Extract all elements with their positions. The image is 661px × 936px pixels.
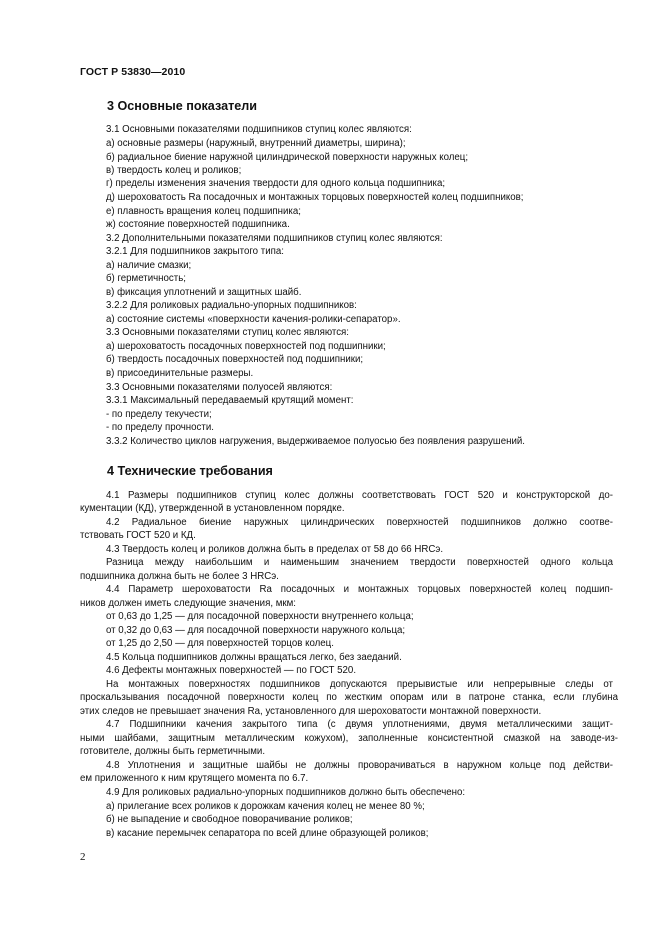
s3-line: а) состояние системы «поверхности качения-ролики-сепаратор». — [106, 314, 401, 325]
s4-line: а) прилегание всех роликов к дорожкам качения колец не менее 80 %; — [106, 801, 425, 812]
standard-id-header: ГОСТ Р 53830—2010 — [80, 66, 186, 78]
s4-line: от 1,25 до 2,50 — для поверхностей торцов колец. — [106, 638, 334, 649]
s3-line: б) герметичность; — [106, 273, 186, 284]
page-number: 2 — [80, 851, 86, 863]
s3-line: 3.3.2 Количество циклов нагружения, выдерживаемое полуосью без появления разрушений. — [106, 436, 525, 447]
s3-line: - по пределу прочности. — [106, 422, 214, 433]
s3-line: 3.3 Основными показателями ступиц колес являются: — [106, 327, 349, 338]
s3-line: 3.2.1 Для подшипников закрытого типа: — [106, 246, 284, 257]
section-3-title: 3 Основные показатели — [107, 99, 257, 113]
s4-line: ем приложенного к ним крутящего момента по 6.7. — [80, 773, 309, 784]
s3-line: 3.3 Основными показателями полуосей являются: — [106, 382, 333, 393]
s4-line: 4.1 Размеры подшипников ступиц колес должны соответствовать ГОСТ 520 и конструкторской до- — [106, 490, 613, 501]
s4-line: от 0,32 до 0,63 — для посадочной поверхности наружного кольца; — [106, 625, 406, 636]
s4-line: готовителе, должны быть герметичными. — [80, 746, 266, 757]
s4-line: 4.4 Параметр шероховатости Ra посадочных и монтажных торцовых поверхностей колец подшип- — [106, 584, 613, 595]
s3-line: ж) состояние поверхностей подшипника. — [106, 219, 290, 230]
s3-line: е) плавность вращения колец подшипника; — [106, 206, 301, 217]
s4-line: 4.2 Радиальное биение наружных цилиндрических поверхностей подшипников должно соотве- — [106, 517, 613, 528]
s3-line: а) основные размеры (наружный, внутренний диаметры, ширина); — [106, 138, 406, 149]
s3-line: а) шероховатость посадочных поверхностей под подшипники; — [106, 341, 386, 352]
s4-line: 4.6 Дефекты монтажных поверхностей — по ГОСТ 520. — [106, 665, 357, 676]
s4-line: 4.3 Твердость колец и роликов должна быть в пределах от 58 до 66 HRCэ. — [106, 544, 444, 555]
s4-line: подшипника должна быть не более 3 HRCэ. — [80, 571, 279, 582]
s3-line: в) присоединительные размеры. — [106, 368, 254, 379]
s4-line: ными шайбами, защитным металлическим кожухом), заполненные консистентной смазкой на заводе-из- — [80, 733, 618, 744]
s4-line: этих следов не превышает значения Ra, установленного для шероховатости монтажной поверхности. — [80, 706, 542, 717]
s4-line: Разница между наибольшим и наименьшим значением твердости поверхностей одного кольца — [106, 557, 613, 568]
s3-line: д) шероховатость Ra посадочных и монтажных торцовых поверхностей колец подшипников; — [106, 192, 524, 203]
s4-line: в) касание перемычек сепаратора по всей длине образующей роликов; — [106, 828, 429, 839]
s3-line: в) фиксация уплотнений и защитных шайб. — [106, 287, 302, 298]
s4-line: 4.7 Подшипники качения закрытого типа (с двумя уплотнениями, двумя металлическими защит- — [106, 719, 613, 730]
s3-line: а) наличие смазки; — [106, 260, 192, 271]
s4-line: На монтажных поверхностях подшипников допускаются прерывистые или непрерывные следы от — [106, 679, 613, 690]
s3-line: г) пределы изменения значения твердости для одного кольца подшипника; — [106, 178, 446, 189]
s4-line: 4.5 Кольца подшипников должны вращаться легко, без заеданий. — [106, 652, 402, 663]
section-4-title: 4 Технические требования — [107, 464, 273, 478]
s3-line: 3.3.1 Максимальный передаваемый крутящий момент: — [106, 395, 354, 406]
s3-line: 3.2 Дополнительными показателями подшипников ступиц колес являются: — [106, 233, 443, 244]
s4-line: от 0,63 до 1,25 — для посадочной поверхности внутреннего кольца; — [106, 611, 414, 622]
s4-line: 4.9 Для роликовых радиально-упорных подшипников должно быть обеспечено: — [106, 787, 466, 798]
s3-line: б) радиальное биение наружной цилиндрической поверхности наружных колец; — [106, 152, 469, 163]
s4-line: тствовать ГОСТ 520 и КД. — [80, 530, 196, 541]
s4-line: проскальзывания посадочной поверхности колец по жестким опорам или в патроне станка, если глубина — [80, 692, 618, 703]
s4-line: б) не выпадение и свободное поворачивание роликов; — [106, 814, 353, 825]
s3-line: б) твердость посадочных поверхностей под подшипники; — [106, 354, 364, 365]
s4-line: кументации (КД), утвержденной в установленном порядке. — [80, 503, 345, 514]
s3-line: в) твердость колец и роликов; — [106, 165, 242, 176]
s4-line: 4.8 Уплотнения и защитные шайбы не должны проворачиваться в наружном кольце под действи- — [106, 760, 613, 771]
s3-line: 3.1 Основными показателями подшипников ступиц колес являются: — [106, 124, 412, 135]
s3-line: - по пределу текучести; — [106, 409, 212, 420]
s4-line: ников должен иметь следующие значения, мкм: — [80, 598, 296, 609]
s3-line: 3.2.2 Для роликовых радиально-упорных подшипников: — [106, 300, 357, 311]
